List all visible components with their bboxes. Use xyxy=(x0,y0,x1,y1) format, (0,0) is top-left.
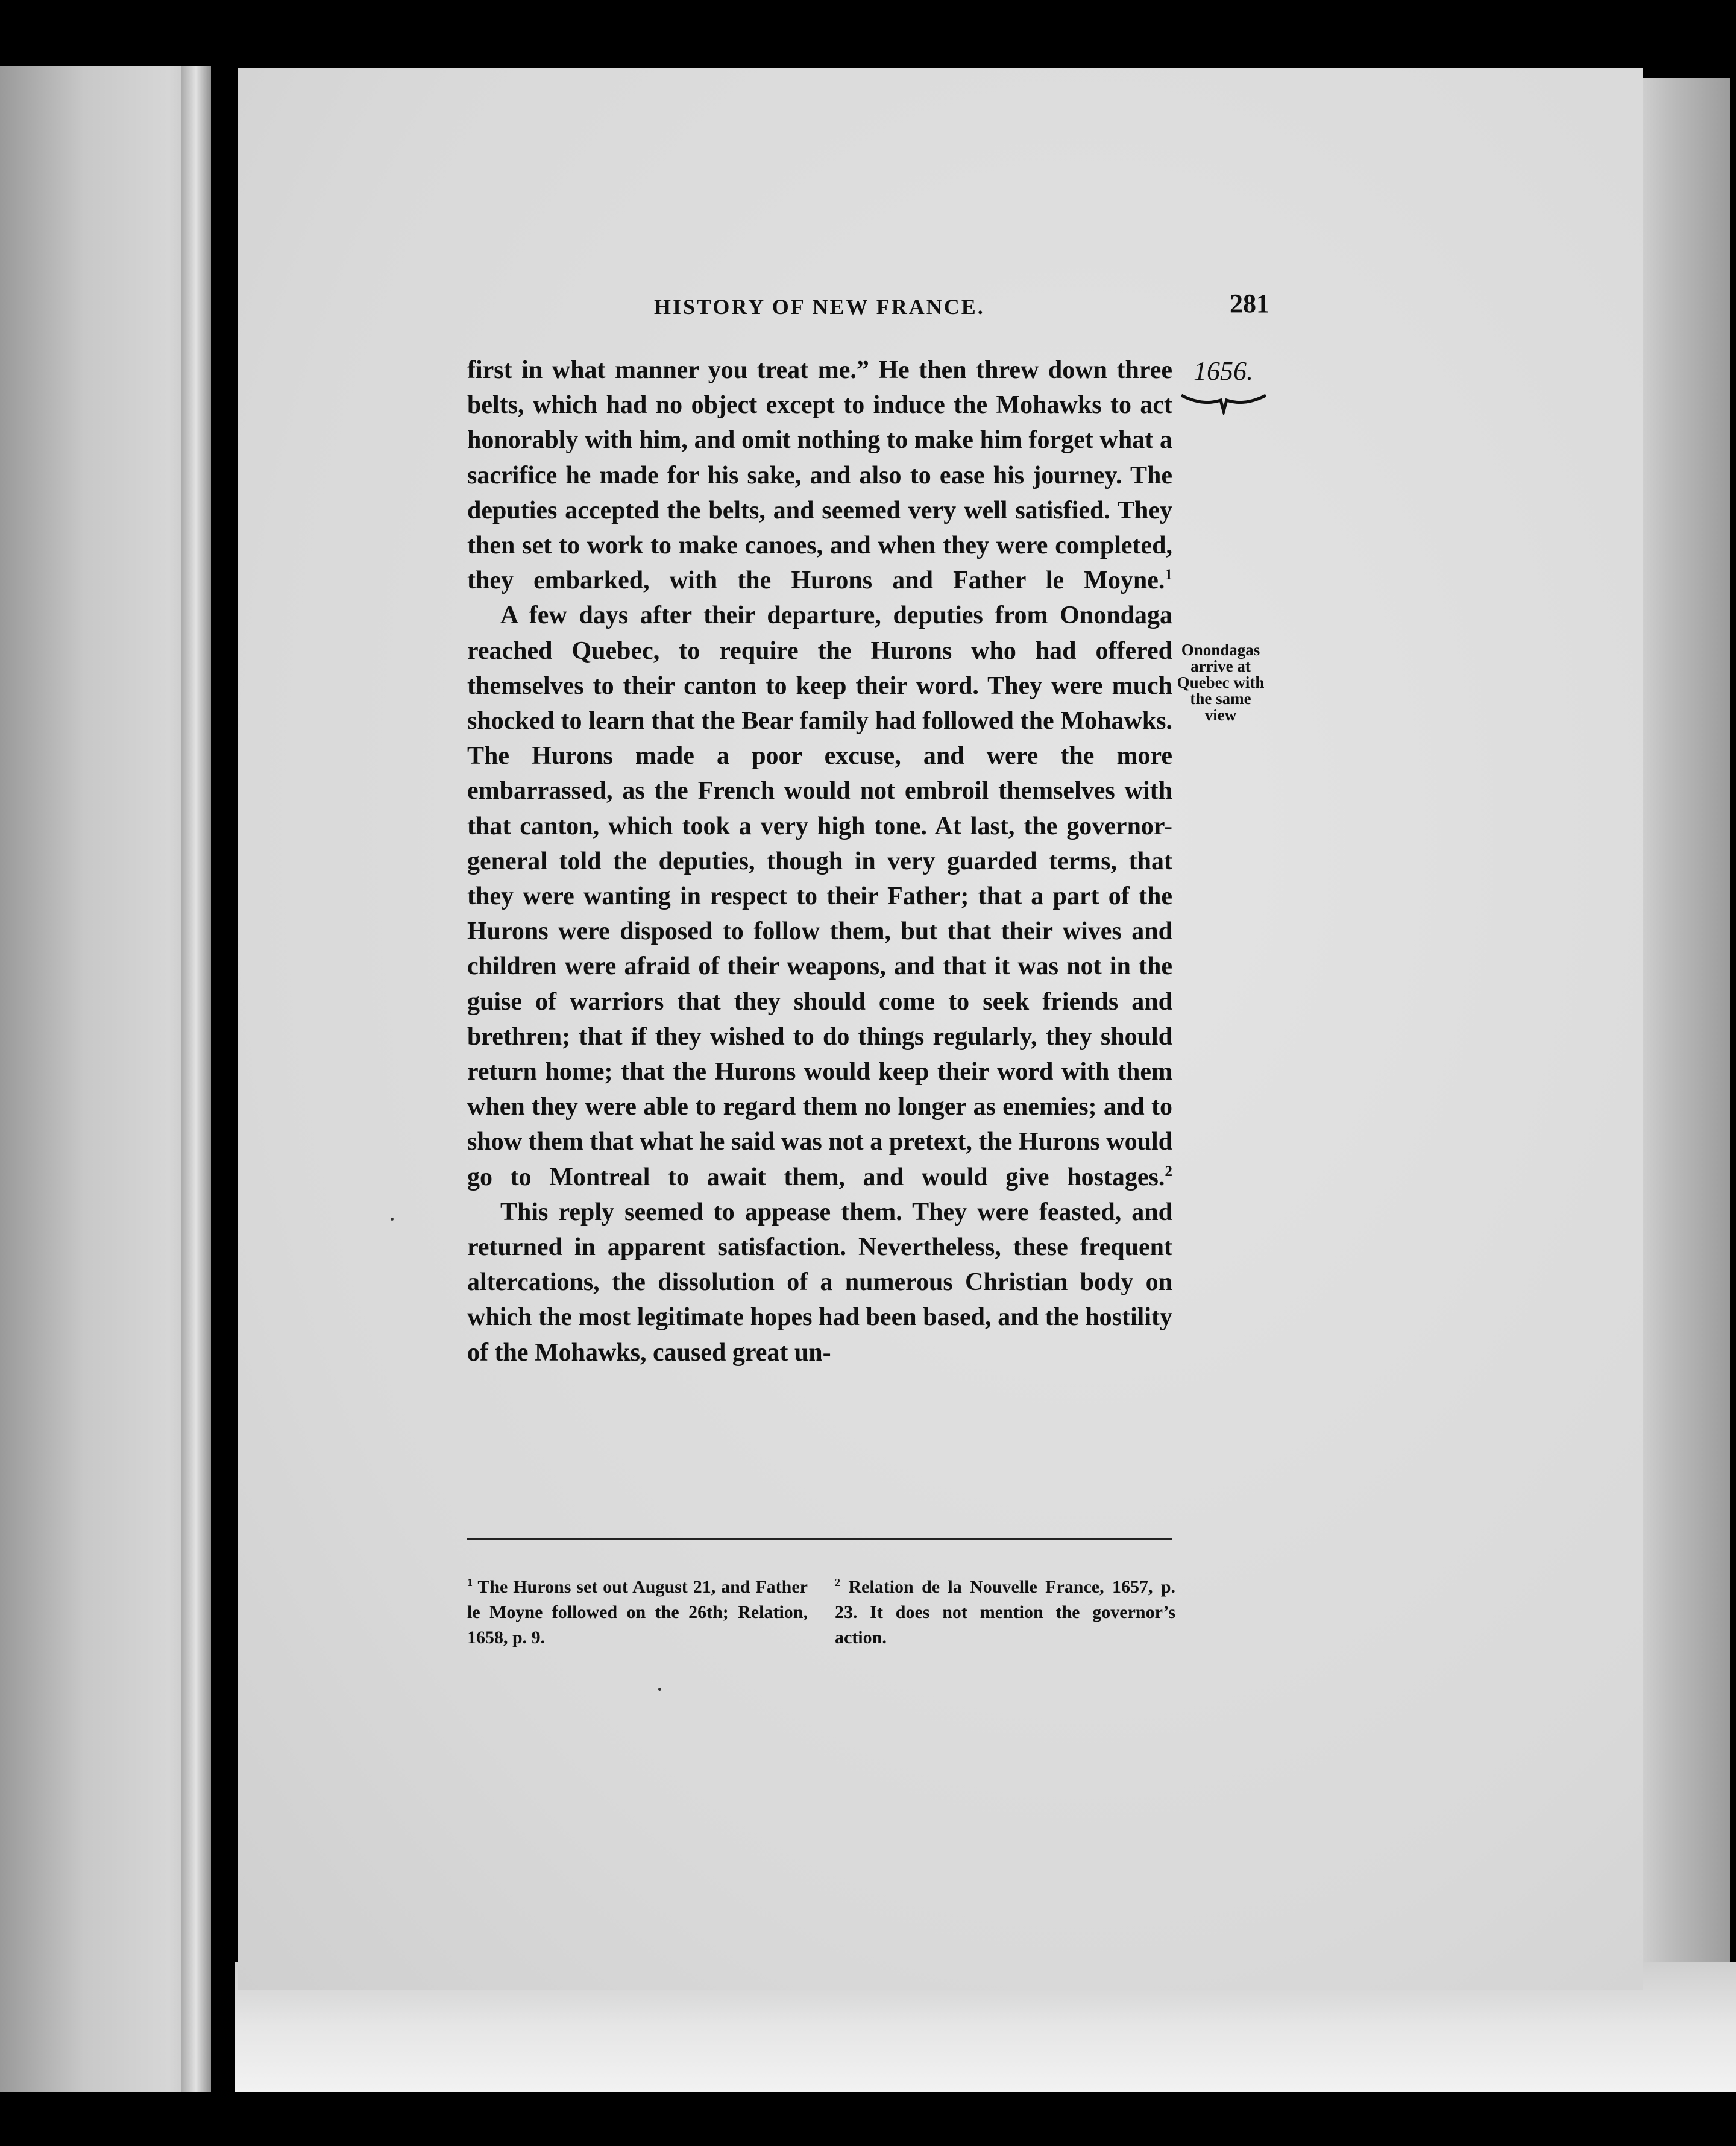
paragraph-1-text: first in what manner you treat me.” He then threw down three belts, which had no object except to induce the Mohawks to act honorably with him, and omit nothing to make him forget what a sacrifice he made for his sake, and also to ease his journey. The deputies accepted the belts, and seemed very well satisfied. They then set to work to make canoes, and when they were completed, they embarked, with the Hurons and Father le Moyne. xyxy=(467,356,1172,595)
paragraph-2-text: A few days after their departure, deputies from Onondaga reached Quebec, to require the Hurons who had offered themselves to their canton to keep their word. They were much shocked to learn that the Bear family had followed the Mohawks. The Hurons made a poor excuse, and were the more embarrassed, as the French would not embroil themselves with that canton, which took a very high tone. At last, the governor-general told the deputies, though in very guarded terms, that they were wanting in respect to their Father; that a part of the Hurons were disposed to follow them, but that their wives and children were afraid of their weapons, and that it was not in the guise of warriors that they should come to seek friends and brethren; that if they wished to do things regularly, they should return home; that the Hurons would keep their word with them when they were able to regard them no longer as enemies; and to show them that what he said was not a pretext, the Hurons would go to Montreal to await them, and would give hostages. xyxy=(467,602,1172,1191)
footnote-2-mark: 2 xyxy=(835,1576,840,1588)
scan-speck xyxy=(658,1688,661,1691)
margin-side-note: Onondagas arrive at Quebec with the same view xyxy=(1177,641,1265,724)
margin-brace-icon xyxy=(1178,391,1269,415)
previous-page-edge xyxy=(0,66,211,2092)
page-stack-right-edge xyxy=(1628,78,1730,2062)
footnote-1-text: The Hurons set out August 21, and Father le Moyne followed on the 26th; Relation, 1658, p. 9. xyxy=(467,1577,808,1647)
footnotes xyxy=(467,1575,1175,1650)
running-head: HISTORY OF NEW FRANCE. xyxy=(654,295,985,319)
paragraph-2 xyxy=(467,598,1172,1194)
footnote-1 xyxy=(467,1575,808,1650)
footnote-2-text: Relation de la Nouvelle France, 1657, p. 23. It does not mention the governor’s action. xyxy=(835,1577,1176,1647)
footnote-1-mark: 1 xyxy=(467,1576,473,1588)
scan-speck xyxy=(391,1218,394,1221)
footnote-2 xyxy=(835,1575,1175,1650)
page-number: 281 xyxy=(1230,289,1269,318)
paragraph-1 xyxy=(467,353,1172,598)
body-text xyxy=(467,353,1172,1370)
paragraph-3: This reply seemed to appease them. They were feasted, and returned in apparent satisfaction. Nevertheless, these frequent altercations, the dissolution of a numerous Christian body on which the most legitimate hopes had been based, and the hostility of the Mohawks, caused great un- xyxy=(467,1198,1172,1367)
note-ref-2: 2 xyxy=(1165,1163,1172,1180)
book-gutter xyxy=(181,66,211,2092)
note-ref-1: 1 xyxy=(1165,567,1172,584)
margin-year: 1656. xyxy=(1194,356,1253,386)
footnote-rule xyxy=(467,1538,1172,1540)
